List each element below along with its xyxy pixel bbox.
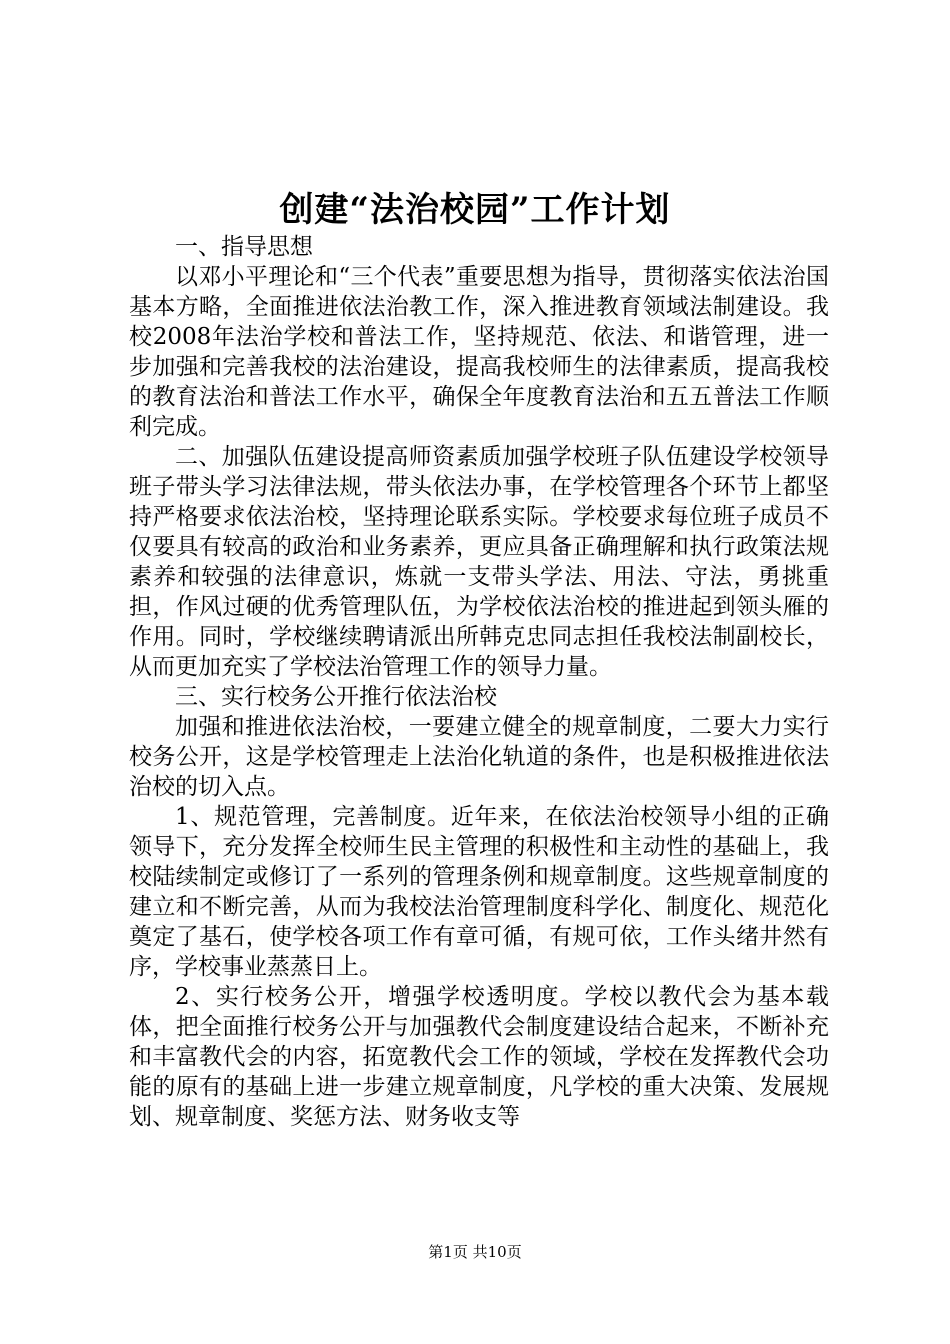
document-title: 创建“法治校园”工作计划 xyxy=(279,190,671,230)
page-number-footer: 第1页 共10页 xyxy=(428,1243,522,1261)
paragraph-team-building: 二、加强队伍建设提高师资素质加强学校班子队伍建设学校领导班子带头学习法律法规，带头依法办事，在学校管理各个环节上都坚持严格要求依法治校，坚持理论联系实际。学校要求每位班子成员不仅要具有较高的政治和业务素养，更应具备正确理解和执行政策法规素养和较强的法律意识，炼就一支带头学法、用法、守法，勇挑重担，作风过硬的优秀管理队伍，为学校依法治校的推进起到领头雁的作用。同时，学校继续聘请派出所韩克忠同志担任我校法制副校长，从而更加充实了学校法治管理工作的领导力量。 xyxy=(129,444,829,680)
paragraph-rule-of-law: 加强和推进依法治校，一要建立健全的规章制度，二要大力实行校务公开，这是学校管理走上法治化轨道的条件，也是积极推进依法治校的切入点。 xyxy=(129,714,829,800)
paragraph-guiding-thought: 以邓小平理论和“三个代表”重要思想为指导，贯彻落实依法治国基本方略，全面推进依法治教工作，深入推进教育领域法制建设。我校2008年法治学校和普法工作，坚持规范、依法、和谐管理，进一步加强和完善我校的法治建设，提高我校师生的法律素质，提高我校的教育法治和普法工作水平，确保全年度教育法治和五五普法工作顺利完成。 xyxy=(129,264,829,440)
section-heading-1: 一、指导思想 xyxy=(175,234,313,260)
section-heading-3: 三、实行校务公开推行依法治校 xyxy=(175,684,497,710)
document-body xyxy=(129,232,829,1132)
paragraph-regulations: 1、规范管理，完善制度。近年来，在依法治校领导小组的正确领导下，充分发挥全校师生民主管理的积极性和主动性的基础上，我校陆续制定或修订了一系列的管理条例和规章制度。这些规章制度的建立和不断完善，从而为我校法治管理制度科学化、制度化、规范化奠定了基石，使学校各项工作有章可循，有规可依，工作头绪井然有序，学校事业蒸蒸日上。 xyxy=(129,804,829,980)
paragraph-transparency: 2、实行校务公开，增强学校透明度。学校以教代会为基本载体，把全面推行校务公开与加强教代会制度建设结合起来，不断补充和丰富教代会的内容，拓宽教代会工作的领域，学校在发挥教代会功能的原有的基础上进一步建立规章制度，凡学校的重大决策、发展规划、规章制度、奖惩方法、财务收支等 xyxy=(129,984,829,1130)
